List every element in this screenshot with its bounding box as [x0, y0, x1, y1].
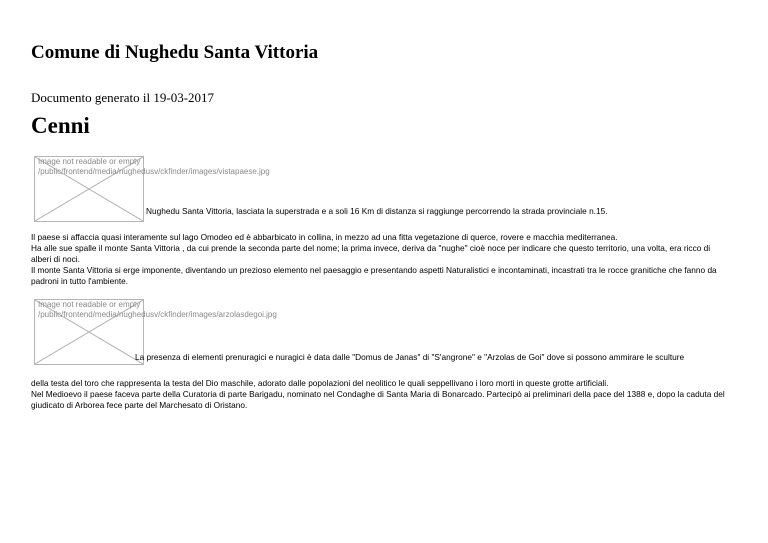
- paragraph: della testa del toro che rappresenta la testa del Dio maschile, adorato dalle popolazioni del neolitico le quali seppellivano i loro morti in queste grotte artificiali.: [31, 378, 609, 388]
- image-error-message: Image not readable or empty /public/frontend/media/nughedusv/ckfinder/images/vistapaese.jpg: [38, 157, 270, 176]
- section-title: Cenni: [31, 113, 90, 138]
- broken-image-arzolasdegoi: [34, 299, 277, 365]
- paragraph: Il monte Santa Vittoria si erge imponente, diventando un prezioso elemento nel paesaggio e presentando aspetti Naturalistici e incontaminati, incastrati tra le rocce granitiche che fanno da padroni in tutto l'ambiente.: [31, 265, 717, 286]
- generated-date: Documento generato il 19-03-2017: [31, 90, 215, 105]
- image-error-message: Image not readable or empty /public/frontend/media/nughedusv/ckfinder/images/arzolasdegoi.jpg: [38, 300, 277, 319]
- image-caption: Nughedu Santa Vittoria, lasciata la superstrada e a soli 16 Km di distanza si raggiunge percorrendo la strada provinciale n.15.: [146, 206, 608, 216]
- image-caption: La presenza di elementi prenuragici e nuragici è data dalle "Domus de Janas" di "S'angrone" e "Arzolas de Goi" dove si possono ammirare le sculture: [135, 352, 685, 362]
- paragraph: Il paese si affaccia quasi interamente sul lago Omodeo ed è abbarbicato in collina, in mezzo ad una fitta vegetazione di querce, rovere e macchia mediterranea.: [31, 232, 618, 242]
- paragraph: Nel Medioevo il paese faceva parte della Curatoria di parte Barigadu, nominato nel Condaghe di Santa Maria di Bonarcado. Partecipò ai preliminari della pace del 1388 e, dopo la caduta del giudicato di Arborea fece parte del Marchesato di Oristano.: [31, 389, 725, 410]
- paragraph: Ha alle sue spalle il monte Santa Vittoria , da cui prende la seconda parte del nome; la prima invece, deriva da "nughe" cioè noce per indicare che questo territorio, una volta, era ricco di alberi di noci.: [31, 243, 711, 264]
- broken-image-vistapaese: [34, 156, 270, 222]
- paragraph-block-1: [31, 232, 731, 287]
- paragraph-block-2: [31, 378, 731, 411]
- page-title: Comune di Nughedu Santa Vittoria: [31, 42, 319, 63]
